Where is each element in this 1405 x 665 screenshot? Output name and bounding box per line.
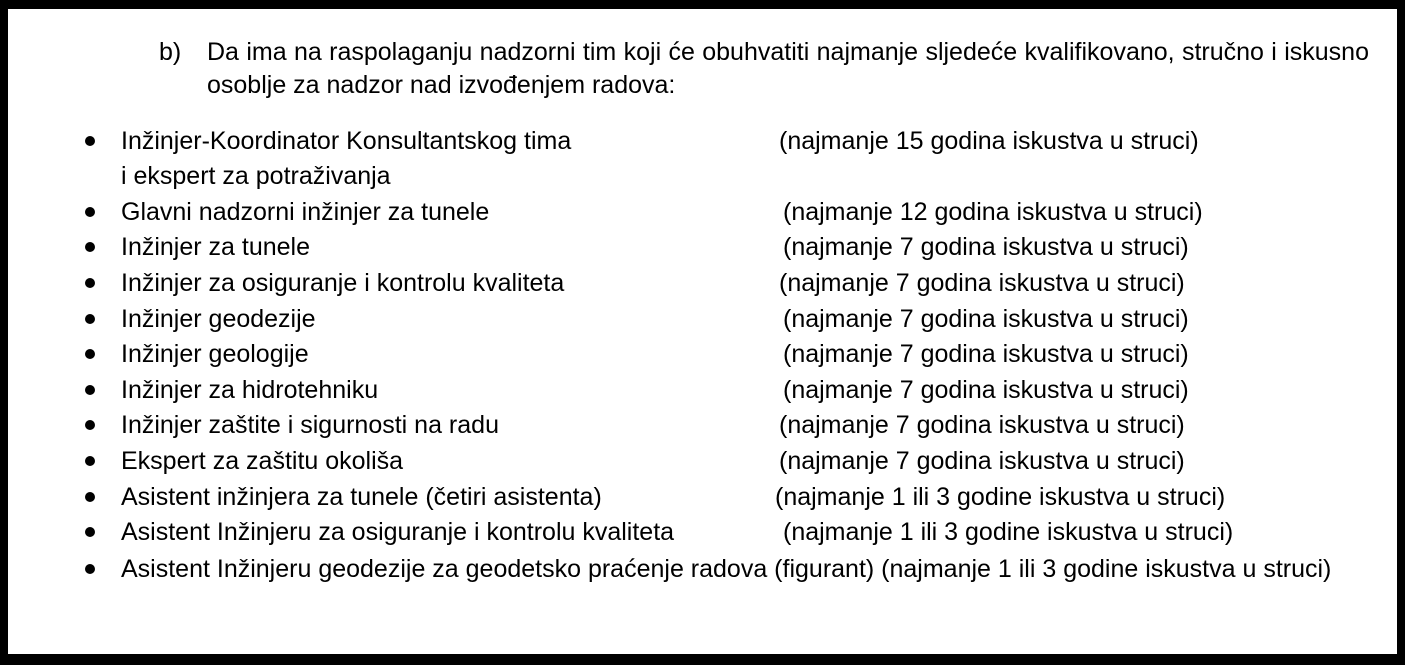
item-requirement: (najmanje 7 godina iskustva u struci) (779, 269, 1185, 297)
list-item: Asistent Inžinjeru geodezije za geodetsko praćenje radova (figurant) (najmanje 1 ili 3 godine iskustva u struci) (121, 555, 1332, 583)
bullet-icon (85, 207, 95, 217)
item-requirement: (najmanje 7 godina iskustva u struci) (783, 233, 1189, 261)
item-label: Inžinjer zaštite i sigurnosti na radu (121, 411, 499, 439)
bullet-icon (85, 136, 95, 146)
item-requirement: (najmanje 1 ili 3 godine iskustva u struci) (783, 518, 1234, 546)
item-requirement: (najmanje 1 ili 3 godine iskustva u struci) (775, 483, 1226, 511)
bullet-icon (85, 314, 95, 324)
bullet-icon (85, 278, 95, 288)
bullet-icon (85, 527, 95, 537)
bullet-icon (85, 492, 95, 502)
bullet-icon (85, 456, 95, 466)
item-label: Asistent inžinjera za tunele (četiri asistenta) (121, 483, 602, 511)
item-label-continuation: i ekspert za potraživanja (121, 162, 391, 190)
item-requirement: (najmanje 7 godina iskustva u struci) (779, 447, 1185, 475)
item-label: Inžinjer-Koordinator Konsultantskog tima (121, 127, 572, 155)
item-label: Ekspert za zaštitu okoliša (121, 447, 404, 475)
document-page (8, 9, 1397, 654)
item-label: Asistent Inžinjeru za osiguranje i kontrolu kvaliteta (121, 518, 675, 546)
item-label: Glavni nadzorni inžinjer za tunele (121, 198, 490, 226)
item-label: Inžinjer za hidrotehniku (121, 376, 379, 404)
item-requirement: (najmanje 7 godina iskustva u struci) (783, 340, 1189, 368)
bullet-icon (85, 385, 95, 395)
item-label: Inžinjer za osiguranje i kontrolu kvaliteta (121, 269, 565, 297)
bullet-icon (85, 242, 95, 252)
item-label: Inžinjer geodezije (121, 305, 316, 333)
item-requirement: (najmanje 7 godina iskustva u struci) (783, 376, 1189, 404)
bullet-icon (85, 420, 95, 430)
intro-text: Da ima na raspolaganju nadzorni tim koji će obuhvatiti najmanje sljedeće kvalifikovano, stručno i iskusno osoblje za nadzor nad izvođenjem radova: (207, 38, 1369, 99)
item-label: Inžinjer za tunele (121, 233, 311, 261)
bullet-icon (85, 349, 95, 359)
bullet-icon (85, 564, 95, 574)
item-requirement: (najmanje 7 godina iskustva u struci) (779, 411, 1185, 439)
intro-marker: b) (159, 38, 182, 66)
item-label: Inžinjer geologije (121, 340, 309, 368)
item-requirement: (najmanje 12 godina iskustva u struci) (783, 198, 1203, 226)
item-requirement: (najmanje 7 godina iskustva u struci) (783, 305, 1189, 333)
item-requirement: (najmanje 15 godina iskustva u struci) (779, 127, 1199, 155)
intro-paragraph (159, 36, 1369, 102)
